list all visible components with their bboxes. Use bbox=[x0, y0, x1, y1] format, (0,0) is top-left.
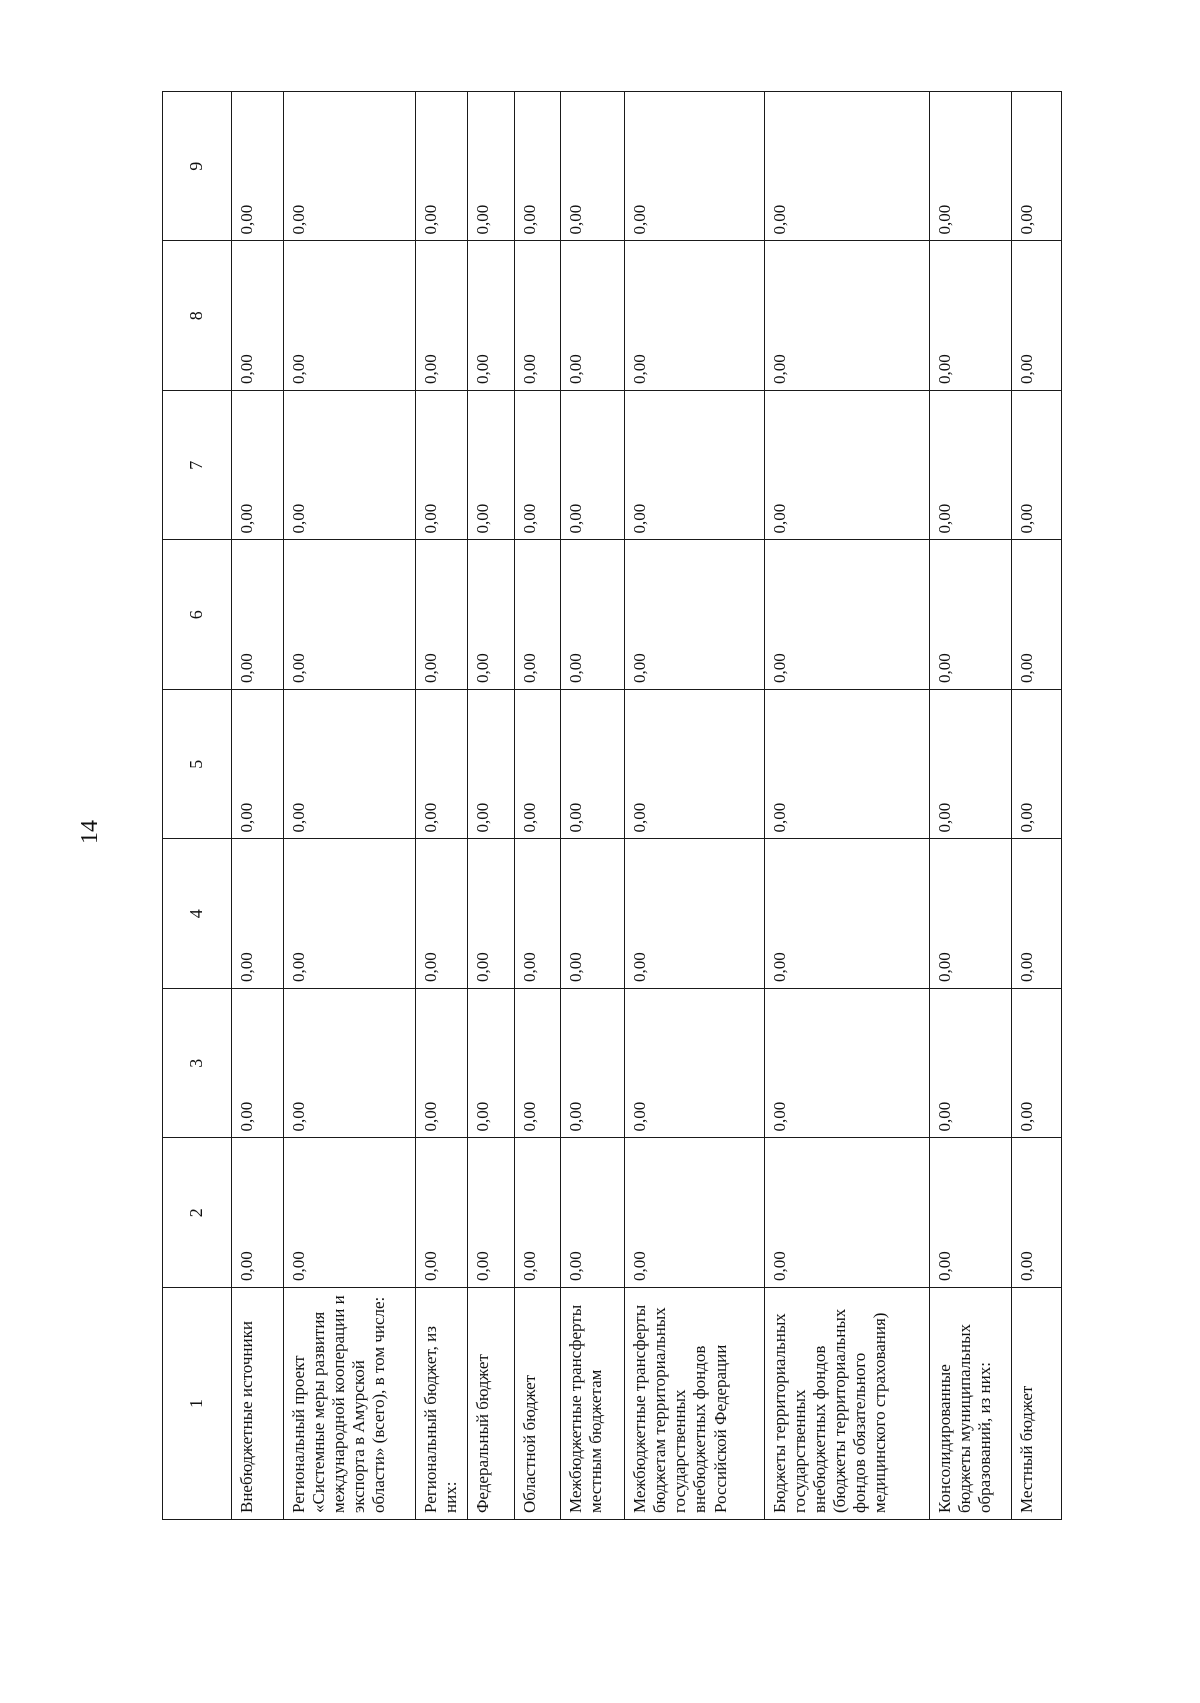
value-cell: 0,00 bbox=[561, 92, 625, 242]
value-cell: 0,00 bbox=[468, 540, 514, 690]
value-cell: 0,00 bbox=[283, 391, 415, 541]
column-header: 6 bbox=[163, 540, 232, 690]
value-cell: 0,00 bbox=[514, 391, 560, 541]
value-cell: 0,00 bbox=[514, 989, 560, 1139]
value-cell: 0,00 bbox=[561, 690, 625, 840]
row-label: Федеральный бюджет bbox=[468, 1288, 514, 1520]
value-cell: 0,00 bbox=[561, 989, 625, 1139]
table-row bbox=[514, 92, 560, 1520]
budget-table bbox=[162, 91, 1062, 1520]
value-cell: 0,00 bbox=[232, 540, 284, 690]
value-cell: 0,00 bbox=[625, 690, 764, 840]
table-row bbox=[929, 92, 1012, 1520]
value-cell: 0,00 bbox=[929, 690, 1012, 840]
row-label: Региональный бюджет, из них: bbox=[415, 1288, 468, 1520]
value-cell: 0,00 bbox=[232, 989, 284, 1139]
column-header: 3 bbox=[163, 989, 232, 1139]
value-cell: 0,00 bbox=[415, 391, 468, 541]
header-row bbox=[163, 92, 232, 1520]
value-cell: 0,00 bbox=[625, 241, 764, 391]
value-cell: 0,00 bbox=[625, 92, 764, 242]
value-cell: 0,00 bbox=[283, 241, 415, 391]
row-label: Консолидированные бюджеты муниципальных образований, из них: bbox=[929, 1288, 1012, 1520]
table-row bbox=[561, 92, 625, 1520]
column-header: 9 bbox=[163, 92, 232, 242]
value-cell: 0,00 bbox=[764, 92, 929, 242]
column-header: 2 bbox=[163, 1138, 232, 1288]
value-cell: 0,00 bbox=[232, 839, 284, 989]
value-cell: 0,00 bbox=[764, 839, 929, 989]
value-cell: 0,00 bbox=[561, 540, 625, 690]
value-cell: 0,00 bbox=[514, 92, 560, 242]
value-cell: 0,00 bbox=[232, 92, 284, 242]
value-cell: 0,00 bbox=[764, 690, 929, 840]
column-header: 1 bbox=[163, 1288, 232, 1520]
column-header: 7 bbox=[163, 391, 232, 541]
column-header: 5 bbox=[163, 690, 232, 840]
table-header bbox=[163, 92, 232, 1520]
value-cell: 0,00 bbox=[283, 989, 415, 1139]
value-cell: 0,00 bbox=[415, 690, 468, 840]
value-cell: 0,00 bbox=[929, 839, 1012, 989]
value-cell: 0,00 bbox=[232, 391, 284, 541]
row-label: Региональный проект «Системные меры развития международной кооперации и экспорта в Амурской области» (всего), в том числе: bbox=[283, 1288, 415, 1520]
value-cell: 0,00 bbox=[764, 540, 929, 690]
budget-table-rotated bbox=[162, 92, 1062, 1520]
value-cell: 0,00 bbox=[514, 839, 560, 989]
value-cell: 0,00 bbox=[468, 839, 514, 989]
column-header: 8 bbox=[163, 241, 232, 391]
value-cell: 0,00 bbox=[232, 690, 284, 840]
value-cell: 0,00 bbox=[764, 391, 929, 541]
row-label: Областной бюджет bbox=[514, 1288, 560, 1520]
table-row bbox=[764, 92, 929, 1520]
row-label: Внебюджетные источники bbox=[232, 1288, 284, 1520]
value-cell: 0,00 bbox=[468, 690, 514, 840]
row-label: Межбюджетные трансферты бюджетам территориальных государственных внебюджетных фондов Российской Федерации bbox=[625, 1288, 764, 1520]
value-cell: 0,00 bbox=[1012, 540, 1062, 690]
value-cell: 0,00 bbox=[1012, 1138, 1062, 1288]
value-cell: 0,00 bbox=[625, 391, 764, 541]
table-row bbox=[468, 92, 514, 1520]
value-cell: 0,00 bbox=[468, 1138, 514, 1288]
value-cell: 0,00 bbox=[283, 540, 415, 690]
value-cell: 0,00 bbox=[283, 839, 415, 989]
value-cell: 0,00 bbox=[561, 391, 625, 541]
value-cell: 0,00 bbox=[514, 1138, 560, 1288]
value-cell: 0,00 bbox=[514, 690, 560, 840]
value-cell: 0,00 bbox=[1012, 241, 1062, 391]
table-row bbox=[415, 92, 468, 1520]
value-cell: 0,00 bbox=[625, 1138, 764, 1288]
value-cell: 0,00 bbox=[468, 989, 514, 1139]
value-cell: 0,00 bbox=[415, 839, 468, 989]
table-body bbox=[232, 92, 1062, 1520]
value-cell: 0,00 bbox=[415, 241, 468, 391]
row-label: Местный бюджет bbox=[1012, 1288, 1062, 1520]
table-row bbox=[1012, 92, 1062, 1520]
value-cell: 0,00 bbox=[232, 1138, 284, 1288]
value-cell: 0,00 bbox=[764, 241, 929, 391]
value-cell: 0,00 bbox=[561, 1138, 625, 1288]
value-cell: 0,00 bbox=[1012, 839, 1062, 989]
value-cell: 0,00 bbox=[764, 989, 929, 1139]
row-label: Бюджеты территориальных государственных внебюджетных фондов (бюджеты территориальных фондов обязательного медицинского страхования) bbox=[764, 1288, 929, 1520]
value-cell: 0,00 bbox=[625, 839, 764, 989]
value-cell: 0,00 bbox=[561, 241, 625, 391]
value-cell: 0,00 bbox=[929, 241, 1012, 391]
value-cell: 0,00 bbox=[283, 92, 415, 242]
table-row bbox=[625, 92, 764, 1520]
row-label: Межбюджетные трансферты местным бюджетам bbox=[561, 1288, 625, 1520]
table-row bbox=[232, 92, 284, 1520]
value-cell: 0,00 bbox=[468, 391, 514, 541]
value-cell: 0,00 bbox=[929, 989, 1012, 1139]
value-cell: 0,00 bbox=[415, 1138, 468, 1288]
page-number: 14 bbox=[77, 820, 103, 844]
value-cell: 0,00 bbox=[625, 540, 764, 690]
value-cell: 0,00 bbox=[929, 540, 1012, 690]
value-cell: 0,00 bbox=[283, 1138, 415, 1288]
value-cell: 0,00 bbox=[929, 391, 1012, 541]
value-cell: 0,00 bbox=[625, 989, 764, 1139]
value-cell: 0,00 bbox=[415, 989, 468, 1139]
value-cell: 0,00 bbox=[415, 540, 468, 690]
value-cell: 0,00 bbox=[1012, 391, 1062, 541]
table-row bbox=[283, 92, 415, 1520]
value-cell: 0,00 bbox=[283, 690, 415, 840]
value-cell: 0,00 bbox=[468, 241, 514, 391]
value-cell: 0,00 bbox=[929, 92, 1012, 242]
column-header: 4 bbox=[163, 839, 232, 989]
value-cell: 0,00 bbox=[514, 241, 560, 391]
value-cell: 0,00 bbox=[764, 1138, 929, 1288]
value-cell: 0,00 bbox=[1012, 690, 1062, 840]
value-cell: 0,00 bbox=[1012, 989, 1062, 1139]
value-cell: 0,00 bbox=[514, 540, 560, 690]
value-cell: 0,00 bbox=[561, 839, 625, 989]
value-cell: 0,00 bbox=[232, 241, 284, 391]
value-cell: 0,00 bbox=[468, 92, 514, 242]
value-cell: 0,00 bbox=[1012, 92, 1062, 242]
value-cell: 0,00 bbox=[929, 1138, 1012, 1288]
value-cell: 0,00 bbox=[415, 92, 468, 242]
